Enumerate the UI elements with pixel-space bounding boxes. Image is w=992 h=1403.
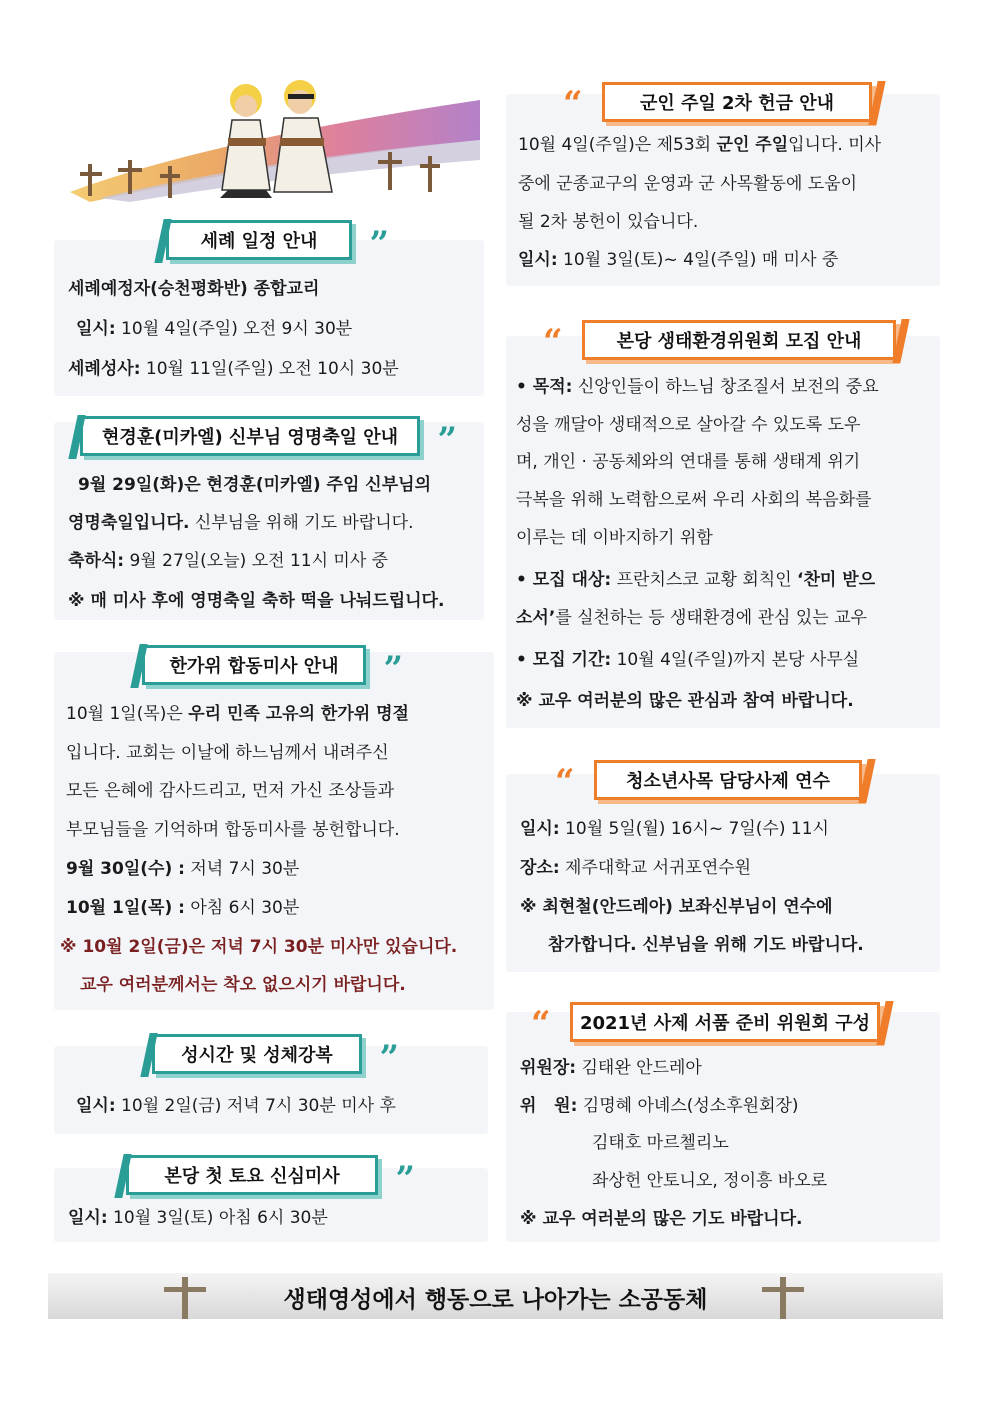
ecology-line-8: • 모집 기간: 10월 4일(주일)까지 본당 사무실 <box>516 650 860 670</box>
saturday-title: 본당 첫 토요 신심미사 <box>164 1166 340 1187</box>
ordination-title: 2021년 사제 서품 준비 위원회 구성 <box>579 1013 871 1034</box>
ecology-line-2: 성을 깨달아 생태적으로 살아갈 수 있도록 도우 <box>516 415 861 435</box>
ordination-panel <box>506 1012 940 1242</box>
ordination-line-2: 위 원: 김명혜 아녜스(성소후원회장) <box>520 1096 799 1116</box>
ecology-title: 본당 생태환경위원회 모집 안내 <box>616 331 862 352</box>
military-line-4: 일시: 10월 3일(토)~ 4일(주일) 매 미사 중 <box>518 250 839 270</box>
quote-mark-icon: “ <box>563 84 583 124</box>
quote-mark-icon: ” <box>437 420 457 460</box>
youth-line-2: 장소: 제주대학교 서귀포연수원 <box>520 858 752 878</box>
ordination-line-4: 좌상헌 안토니오, 정이흥 바오로 <box>592 1171 828 1191</box>
ordination-heading <box>531 1002 880 1044</box>
ecology-line-7: 소서’를 실천하는 등 생태환경에 관심 있는 교우 <box>516 608 867 628</box>
baptism-line-1: 세례예정자(승천평화반) 종합교리 <box>68 279 320 299</box>
ordination-line-1: 위원장: 김태완 안드레아 <box>520 1058 702 1078</box>
youth-line-3: ※ 최현철(안드레아) 보좌신부님이 연수에 <box>520 897 833 917</box>
youth-line-1: 일시: 10월 5일(월) 16시~ 7일(수) 11시 <box>520 819 829 839</box>
ordination-line-5: ※ 교우 여러분의 많은 기도 바랍니다. <box>520 1209 803 1229</box>
feast-line-3: 축하식: 9월 27일(오늘) 오전 11시 미사 중 <box>68 551 389 571</box>
military-line-2: 중에 군종교구의 운영과 군 사목활동에 도움이 <box>518 174 858 194</box>
military-line-1: 10월 4일(주일)은 제53회 군인 주일입니다. 미사 <box>518 135 882 155</box>
chuseok-line-1: 10월 1일(목)은 우리 민족 고유의 한가위 명절 <box>66 704 409 724</box>
baptism-line-2: 일시: 10월 4일(주일) 오전 9시 30분 <box>76 319 353 339</box>
baptism-heading <box>166 220 389 264</box>
footer-banner <box>48 1273 943 1319</box>
martyrs-illustration <box>60 80 480 202</box>
military-line-3: 될 2차 봉헌이 있습니다. <box>518 212 699 232</box>
military-title: 군인 주일 2차 헌금 안내 <box>639 93 835 114</box>
youth-title: 청소년사목 담당사제 연수 <box>626 771 830 792</box>
ecology-line-4: 극복을 위해 노력함으로써 우리 사회의 복음화를 <box>516 490 872 510</box>
footer-slogan: 생태영성에서 행동으로 나아가는 소공동체 <box>283 1287 708 1313</box>
feast-line-4: ※ 매 미사 후에 영명축일 축하 떡을 나눠드립니다. <box>68 591 445 611</box>
ecology-line-5: 이루는 데 이바지하기 위함 <box>516 528 713 548</box>
chuseok-line-4: 부모님들을 기억하며 합동미사를 봉헌합니다. <box>66 820 400 840</box>
feast-line-1: 9월 29일(화)은 현경훈(미카엘) 주임 신부님의 <box>78 475 431 495</box>
chuseok-line-7: ※ 10월 2일(금)은 저녁 7시 30분 미사만 있습니다. <box>60 937 458 957</box>
feast-heading <box>80 416 457 460</box>
saturday-line-1: 일시: 10월 3일(토) 아침 6시 30분 <box>68 1208 328 1228</box>
quote-mark-icon: “ <box>531 1004 551 1044</box>
chuseok-line-8: 교우 여러분께서는 착오 없으시기 바랍니다. <box>80 975 406 995</box>
quote-mark-icon: ” <box>383 649 403 689</box>
youth-heading <box>555 760 862 802</box>
adoration-heading <box>152 1034 399 1078</box>
ecology-line-9: ※ 교우 여러분의 많은 관심과 참여 바랍니다. <box>516 691 854 711</box>
ecology-line-1: • 목적: 신앙인들이 하느님 창조질서 보전의 중요 <box>516 377 879 397</box>
feast-title: 현경훈(미카엘) 신부님 영명축일 안내 <box>101 427 399 448</box>
chuseok-line-6: 10월 1일(목) : 아침 6시 30분 <box>66 898 300 918</box>
ecology-heading <box>543 320 896 362</box>
chuseok-title: 한가위 합동미사 안내 <box>169 656 339 677</box>
saturday-heading <box>126 1155 415 1199</box>
signpost-icon <box>758 1273 808 1319</box>
ecology-line-6: • 모집 대상: 프란치스코 교황 회칙인 ‘찬미 받으 <box>516 570 876 590</box>
baptism-title: 세례 일정 안내 <box>200 231 318 252</box>
ecology-line-3: 며, 개인 · 공동체와의 연대를 통해 생태계 위기 <box>516 452 861 472</box>
youth-line-4: 참가합니다. 신부님을 위해 기도 바랍니다. <box>548 935 864 955</box>
quote-mark-icon: ” <box>369 224 389 264</box>
quote-mark-icon: “ <box>543 322 563 362</box>
quote-mark-icon: ” <box>379 1038 399 1078</box>
chuseok-heading <box>142 645 403 689</box>
chuseok-line-3: 모든 은혜에 감사드리고, 먼저 가신 조상들과 <box>66 781 395 801</box>
chuseok-line-5: 9월 30일(수) : 저녁 7시 30분 <box>66 859 300 879</box>
quote-mark-icon: ” <box>395 1159 415 1199</box>
adoration-line-1: 일시: 10월 2일(금) 저녁 7시 30분 미사 후 <box>76 1096 396 1116</box>
chuseok-line-2: 입니다. 교회는 이날에 하느님께서 내려주신 <box>66 743 389 763</box>
quote-mark-icon: “ <box>555 762 575 802</box>
military-heading <box>563 82 872 124</box>
adoration-title: 성시간 및 성체강복 <box>181 1045 333 1066</box>
baptism-line-3: 세례성사: 10월 11일(주일) 오전 10시 30분 <box>68 359 399 379</box>
ordination-line-3: 김태호 마르첼리노 <box>592 1133 729 1153</box>
feast-line-2: 영명축일입니다. 신부님을 위해 기도 바랍니다. <box>68 513 414 533</box>
